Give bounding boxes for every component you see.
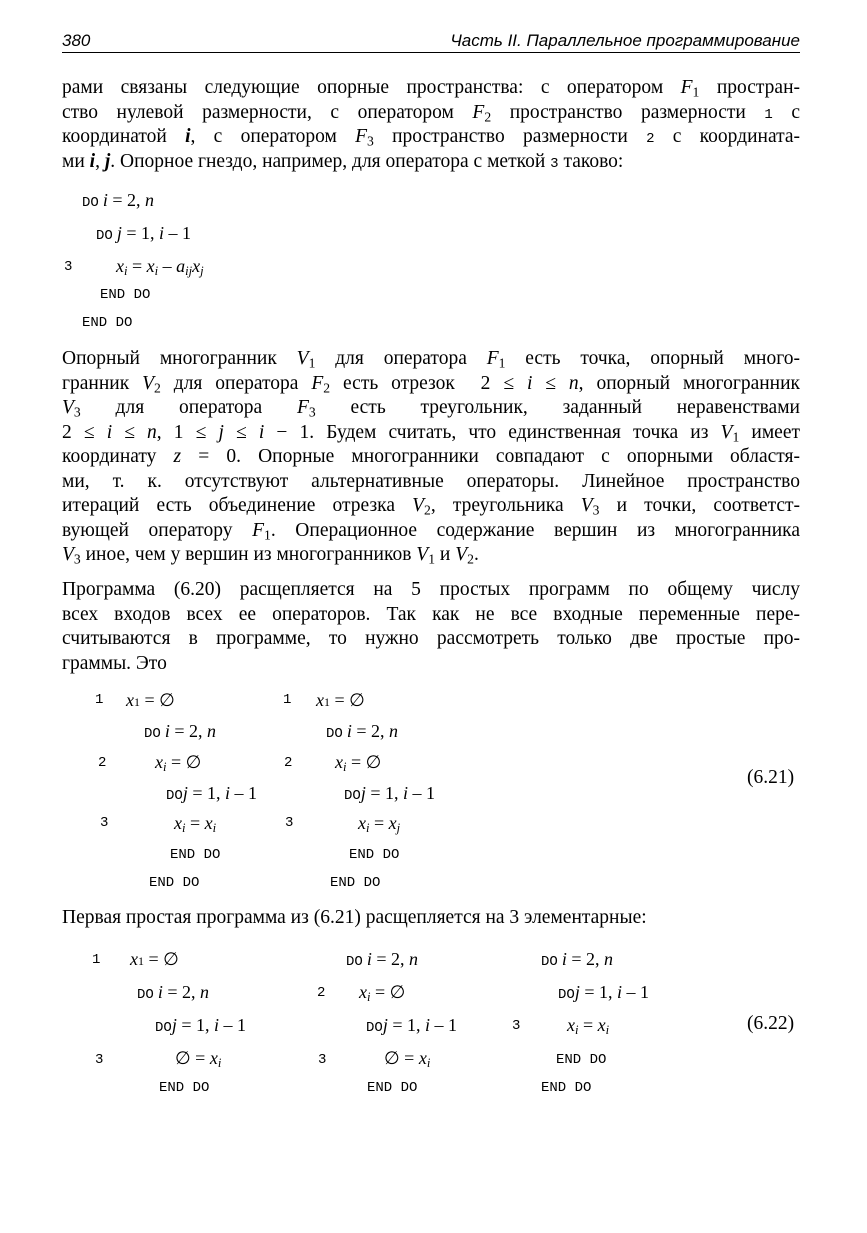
- end-do: END DO: [149, 875, 200, 891]
- do-line: DO i = 2, n: [326, 721, 398, 742]
- label: 3: [285, 815, 294, 831]
- equation-number: (6.21): [747, 767, 795, 788]
- statement: $x_i$ = ∅: [359, 982, 406, 1005]
- statement: ∅ = $x_i$: [384, 1048, 431, 1071]
- label: 2: [98, 755, 107, 771]
- text-line: $V_3$ для оператора $F_3$ есть треугольник, заданный неравенствами: [62, 397, 800, 420]
- do-line: DO i = 2, n: [144, 721, 216, 742]
- do-line: DOj = 1, i – 1: [155, 1015, 246, 1036]
- page-number: 380: [62, 31, 91, 50]
- statement: $x_i = x_i$: [567, 1015, 610, 1038]
- statement: x1 = ∅: [126, 690, 175, 710]
- label: 1: [95, 692, 104, 708]
- text-line: рами связаны следующие опорные пространства: с оператором $F_1$ простран-: [62, 77, 801, 100]
- label: 2: [317, 985, 326, 1001]
- do-line: DOj = 1, i – 1: [166, 783, 257, 804]
- end-do: END DO: [541, 1080, 592, 1096]
- statement: $x_i = x_j$: [358, 813, 401, 836]
- paragraph-3: [62, 578, 800, 676]
- end-do: END DO: [159, 1080, 210, 1096]
- label: 3: [512, 1018, 521, 1034]
- statement: $x_i$ = ∅: [335, 752, 382, 775]
- statement: ∅ = $x_i$: [175, 1048, 222, 1071]
- running-title: Часть II. Параллельное программирование: [450, 31, 800, 50]
- do-line: DOj = 1, i – 1: [558, 982, 649, 1003]
- end-do: END DO: [367, 1080, 418, 1096]
- paragraph-2: [62, 347, 800, 568]
- label: 3: [95, 1052, 104, 1068]
- text-line: Программа (6.20) расщепляется на 5 простых программ по общему числу: [62, 579, 800, 600]
- label: 2: [284, 755, 293, 771]
- statement: $x_i$ = ∅: [155, 752, 202, 775]
- text-line: Опорный многогранник $V_1$ для оператора $F_1$ есть точка, опорный много-: [62, 348, 800, 371]
- text-line: вующей оператору $F_1$. Операционное содержание вершин из многогранника: [62, 519, 800, 542]
- text-line: всех входов всех ее операторов. Так как не все входные переменные пере-: [62, 603, 800, 625]
- end-do: END DO: [330, 875, 381, 891]
- statement: $x_i = x_i - a_{ij}x_j$: [116, 256, 204, 279]
- end-do: END DO: [100, 287, 151, 303]
- text-line: координатой i, с оператором $F_3$ пространство размерности 2 с координата-: [62, 126, 800, 149]
- text-line: Первая простая программа из (6.21) расщепляется на 3 элементарные:: [62, 907, 647, 928]
- statement: x1 = ∅: [316, 690, 365, 710]
- do-line: DO j = 1, i – 1: [96, 223, 191, 244]
- text-line: 2 ≤ i ≤ n, 1 ≤ j ≤ i − 1. Будем считать, что единственная точка из $V_1$ имеет: [62, 421, 801, 444]
- text-line: граммы. Это: [62, 652, 167, 674]
- label: 1: [283, 692, 292, 708]
- do-line: DO i = 2, n: [346, 949, 418, 970]
- label: 3: [64, 259, 73, 275]
- do-line: DOj = 1, i – 1: [366, 1015, 457, 1036]
- do-line: DOj = 1, i – 1: [344, 783, 435, 804]
- end-do: END DO: [556, 1052, 607, 1068]
- label: 1: [92, 952, 101, 968]
- text-line: $V_3$ иное, чем у вершин из многогранников $V_1$ и $V_2$.: [62, 544, 479, 567]
- do-line: DO i = 2, n: [82, 190, 154, 211]
- do-line: DO i = 2, n: [541, 949, 613, 970]
- text-line: считываются в программе, то нужно рассмотреть только две простые про-: [62, 628, 800, 649]
- end-do: END DO: [82, 315, 133, 331]
- statement: x1 = ∅: [130, 949, 179, 969]
- do-line: DO i = 2, n: [137, 982, 209, 1003]
- paragraph-1: [62, 76, 800, 174]
- end-do: END DO: [349, 847, 400, 863]
- equation-number: (6.22): [747, 1013, 795, 1034]
- statement: $x_i = x_i$: [174, 813, 217, 836]
- end-do: END DO: [170, 847, 221, 863]
- label: 3: [318, 1052, 327, 1068]
- text-line: итераций есть объединение отрезка $V_2$, треугольника $V_3$ и точки, соответст-: [62, 495, 801, 518]
- text-line: ми, т. к. отсутствуют альтернативные операторы. Линейное пространство: [62, 470, 800, 492]
- header-rule: [62, 52, 800, 53]
- paragraph-4: [62, 906, 800, 931]
- text-line: координату z = 0. Опорные многогранники совпадают с опорными областя-: [62, 446, 800, 467]
- text-line: ство нулевой размерности, с оператором $F_2$ пространство размерности 1 с: [62, 101, 801, 124]
- label: 3: [100, 815, 109, 831]
- text-line: ми i, j. Опорное гнездо, например, для оператора с меткой 3 таково:: [62, 150, 624, 172]
- text-line: гранник $V_2$ для оператора $F_2$ есть отрезок 2 ≤ i ≤ n, опорный многогранник: [62, 372, 800, 395]
